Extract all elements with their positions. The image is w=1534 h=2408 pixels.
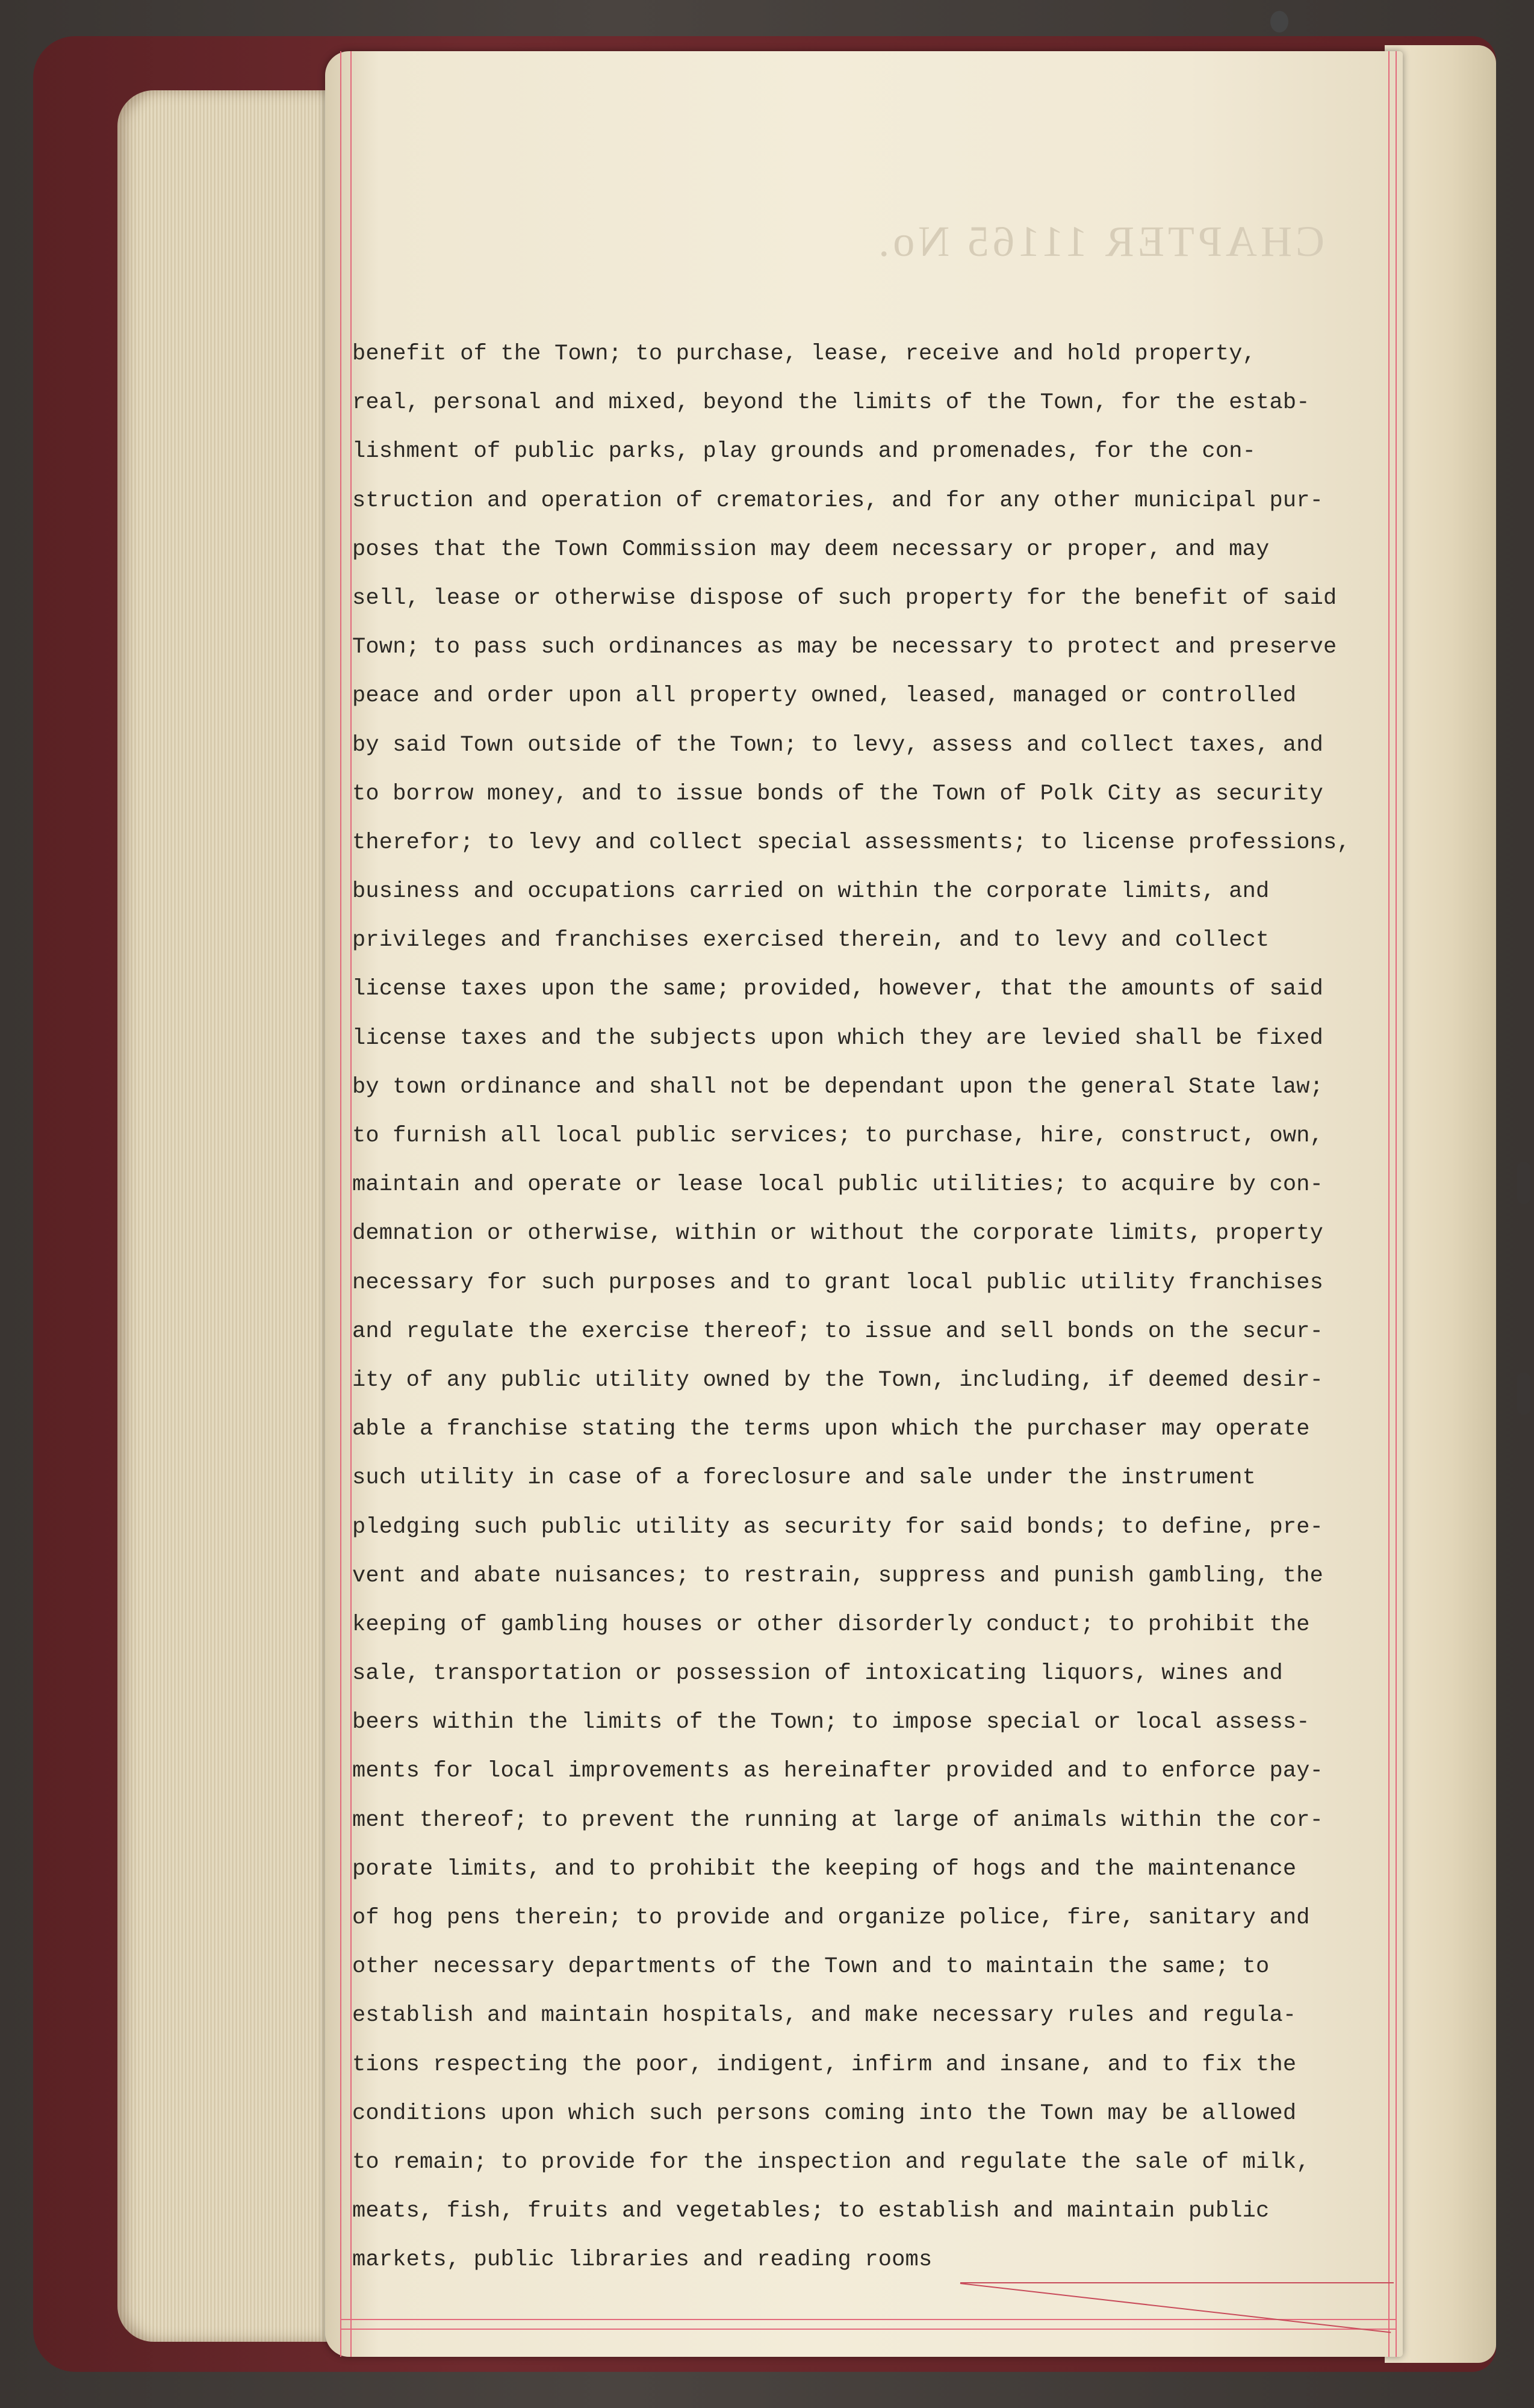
- text-line: license taxes and the subjects upon which they are levied shall be fixed: [352, 1025, 1324, 1051]
- text-line: ments for local improvements as hereinafter provided and to enforce pay-: [352, 1758, 1324, 1784]
- text-line: benefit of the Town; to purchase, lease, receive and hold property,: [352, 341, 1256, 367]
- text-line: sell, lease or otherwise dispose of such property for the benefit of said: [352, 585, 1337, 611]
- text-line: by said Town outside of the Town; to levy, assess and collect taxes, and: [352, 732, 1324, 758]
- text-line: necessary for such purposes and to grant local public utility franchises: [352, 1270, 1324, 1296]
- text-line: meats, fish, fruits and vegetables; to establish and maintain public: [352, 2199, 1270, 2224]
- bottom-rule: [340, 2319, 1397, 2320]
- text-line: to remain; to provide for the inspection and regulate the sale of milk,: [352, 2149, 1310, 2175]
- line-ending-rule: [960, 2282, 1394, 2283]
- typed-text-block: [352, 330, 1400, 2285]
- page-edges: [117, 90, 358, 2342]
- text-line: Town; to pass such ordinances as may be necessary to protect and preserve: [352, 635, 1337, 660]
- text-line: privileges and franchises exercised therein, and to levy and collect: [352, 928, 1270, 954]
- text-line: poses that the Town Commission may deem necessary or proper, and may: [352, 536, 1270, 562]
- bleed-through-heading: CHAPTER 11165 No.: [875, 217, 1324, 265]
- text-line: such utility in case of a foreclosure and sale under the instrument: [352, 1465, 1256, 1491]
- text-line: lishment of public parks, play grounds and promenades, for the con-: [352, 439, 1256, 465]
- text-line: real, personal and mixed, beyond the limits of the Town, for the estab-: [352, 390, 1310, 416]
- text-line: ity of any public utility owned by the Town, including, if deemed desir-: [352, 1367, 1324, 1393]
- binding-post: [1517, 1162, 1530, 1204]
- text-line: to furnish all local public services; to purchase, hire, construct, own,: [352, 1123, 1324, 1149]
- text-line: markets, public libraries and reading rooms: [352, 2247, 933, 2273]
- text-line: maintain and operate or lease local public utilities; to acquire by con-: [352, 1172, 1324, 1198]
- text-line: beers within the limits of the Town; to impose special or local assess-: [352, 1710, 1310, 1736]
- text-line: and regulate the exercise thereof; to issue and sell bonds on the secur-: [352, 1318, 1324, 1344]
- text-line: therefor; to levy and collect special assessments; to license professions,: [352, 830, 1350, 855]
- text-line: peace and order upon all property owned, leased, managed or controlled: [352, 683, 1297, 709]
- text-line: keeping of gambling houses or other disorderly conduct; to prohibit the: [352, 1612, 1310, 1637]
- text-line: business and occupations carried on within the corporate limits, and: [352, 879, 1270, 905]
- text-line: pledging such public utility as security for said bonds; to define, pre-: [352, 1514, 1324, 1540]
- text-line: tions respecting the poor, indigent, infirm and insane, and to fix the: [352, 2052, 1297, 2078]
- book-clasp: [1270, 11, 1288, 33]
- left-margin-rule: [340, 51, 341, 2357]
- text-line: struction and operation of crematories, and for any other municipal pur-: [352, 488, 1324, 514]
- text-line: of hog pens therein; to provide and organize police, fire, sanitary and: [352, 1905, 1310, 1931]
- text-line: other necessary departments of the Town and to maintain the same; to: [352, 1954, 1270, 1980]
- text-line: porate limits, and to prohibit the keeping of hogs and the maintenance: [352, 1856, 1297, 1882]
- text-line: able a franchise stating the terms upon which the purchaser may operate: [352, 1417, 1310, 1442]
- text-line: vent and abate nuisances; to restrain, suppress and punish gambling, the: [352, 1563, 1324, 1589]
- binding-post: [1517, 1373, 1530, 1415]
- text-line: establish and maintain hospitals, and make necessary rules and regula-: [352, 2003, 1297, 2029]
- text-line: by town ordinance and shall not be dependant upon the general State law;: [352, 1074, 1324, 1100]
- text-line: conditions upon which such persons coming into the Town may be allowed: [352, 2100, 1297, 2126]
- text-line: license taxes upon the same; provided, however, that the amounts of said: [352, 976, 1324, 1002]
- text-line: sale, transportation or possession of intoxicating liquors, wines and: [352, 1661, 1283, 1687]
- left-margin-rule: [350, 51, 352, 2357]
- text-line: ment thereof; to prevent the running at large of animals within the cor-: [352, 1807, 1324, 1833]
- text-line: demnation or otherwise, within or without the corporate limits, property: [352, 1221, 1324, 1247]
- bottom-rule: [340, 2329, 1397, 2330]
- text-line: to borrow money, and to issue bonds of the Town of Polk City as security: [352, 781, 1324, 807]
